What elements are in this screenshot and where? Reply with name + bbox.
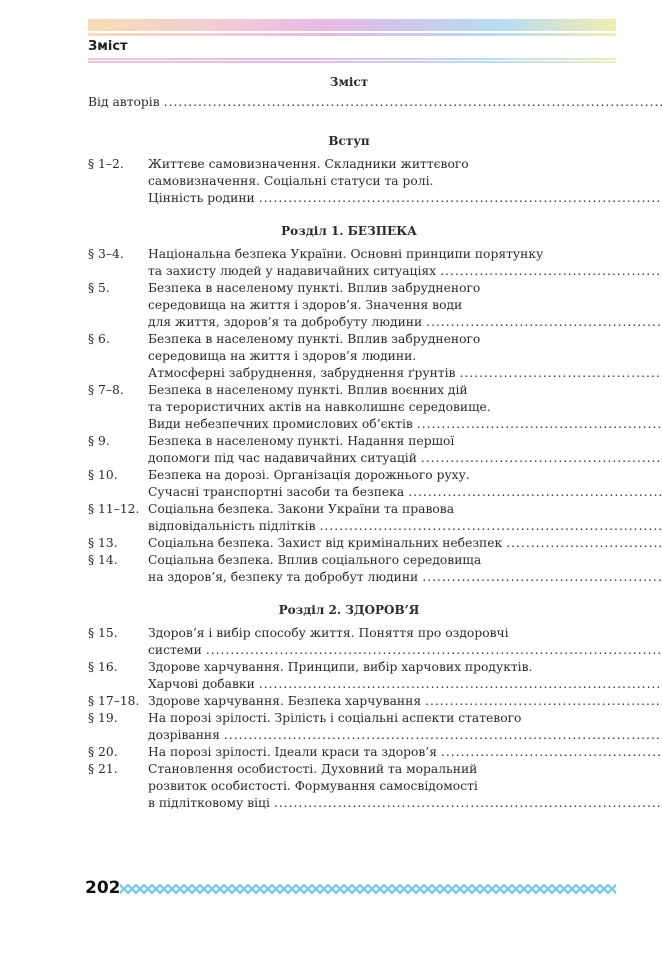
entry-line: На порозі зрілості. Зрілість і соціальні аспекти статевого xyxy=(148,711,522,725)
toc-entry[interactable] xyxy=(88,744,610,761)
section-number: § 16. xyxy=(88,660,118,674)
section-number: § 1–2. xyxy=(88,157,124,171)
entry-text: Види небезпечних промислових об’єктів xyxy=(148,417,413,431)
entry-text: Здорове харчування. Безпека харчування xyxy=(148,694,422,708)
toc-entry[interactable] xyxy=(88,659,610,693)
entry-line: Безпека в населеному пункті. Вплив забрудненого xyxy=(148,332,481,346)
entry-text: Харчові добавки xyxy=(148,677,255,691)
dot-leader xyxy=(259,676,662,693)
dot-leader xyxy=(506,535,662,552)
toc-entry[interactable] xyxy=(88,246,610,280)
section-number: § 17–18. xyxy=(88,694,140,708)
section-number: § 15. xyxy=(88,626,118,640)
dot-leader xyxy=(206,642,662,659)
section-number: § 7–8. xyxy=(88,383,124,397)
toc-entry[interactable] xyxy=(88,761,610,812)
toc-title: Зміст xyxy=(329,75,369,89)
toc-entry[interactable] xyxy=(88,535,610,552)
entry-text: дозрівання xyxy=(148,728,220,742)
toc-entry[interactable] xyxy=(88,433,610,467)
section-number: § 13. xyxy=(88,536,118,550)
entry-line: Соціальна безпека. Закони України та правова xyxy=(148,502,455,516)
dot-leader xyxy=(422,569,662,586)
dot-leader xyxy=(440,263,662,280)
dot-leader xyxy=(425,693,662,710)
section-heading: Вступ xyxy=(328,134,370,148)
section-number: § 11–12. xyxy=(88,502,140,516)
section-number: § 14. xyxy=(88,553,118,567)
dot-leader xyxy=(426,314,662,331)
toc-entry[interactable] xyxy=(88,280,610,331)
dot-leader xyxy=(259,190,662,207)
entry-text: та захисту людей у надавичайних ситуаціях xyxy=(148,264,437,278)
entry-text: в підлітковому віці xyxy=(148,796,270,810)
toc-entry-authors[interactable] xyxy=(88,94,610,111)
toc-entry[interactable] xyxy=(88,693,610,710)
dot-leader xyxy=(417,416,662,433)
running-header-title: Зміст xyxy=(88,39,128,54)
entry-text: допомоги під час надавичайних ситуацій xyxy=(148,451,417,465)
entry-line: Становлення особистості. Духовний та моральний xyxy=(148,762,478,776)
dot-leader xyxy=(320,518,662,535)
section-number: § 19. xyxy=(88,711,118,725)
toc-entry[interactable] xyxy=(88,467,610,501)
footer-ornament xyxy=(120,884,616,894)
dot-leader xyxy=(224,727,662,744)
entry-line: Національна безпека України. Основні принципи порятунку xyxy=(148,247,544,261)
section-number: § 5. xyxy=(88,281,110,295)
dot-leader xyxy=(274,795,662,812)
entry-line: Соціальна безпека. Вплив соціального середовища xyxy=(148,553,482,567)
entry-text: На порозі зрілості. Ідеали краси та здоров’я xyxy=(148,745,437,759)
section-heading: Розділ 1. БЕЗПЕКА xyxy=(281,224,417,238)
entry-line: та терористичних актів на навколишнє середовище. xyxy=(148,400,491,414)
entry-line: Безпека в населеному пункті. Вплив воєнних дій xyxy=(148,383,468,397)
entry-text: відповідальність підлітків xyxy=(148,519,316,533)
entry-text: Сучасні транспортні засоби та безпека xyxy=(148,485,405,499)
entry-line: середовища на життя і здоров’я людини. xyxy=(148,349,417,363)
entry-text: Цінність родини xyxy=(148,191,255,205)
entry-text: Атмосферні забруднення, забруднення ґрунтів xyxy=(148,366,456,380)
page-number: 202 xyxy=(85,878,121,898)
toc-entry[interactable] xyxy=(88,156,610,207)
table-of-contents xyxy=(88,74,610,812)
dot-leader xyxy=(421,450,662,467)
entry-line: середовища на життя і здоров’я. Значення води xyxy=(148,298,463,312)
entry-line: розвиток особистості. Формування самосвідомості xyxy=(148,779,478,793)
entry-line: Здоров’я і вибір способу життя. Поняття про оздоровчі xyxy=(148,626,509,640)
entry-line: Здорове харчування. Принципи, вибір харчових продуктів. xyxy=(148,660,533,674)
entry-line: Безпека в населеному пункті. Надання першої xyxy=(148,434,455,448)
dot-leader xyxy=(459,365,662,382)
toc-entry[interactable] xyxy=(88,501,610,535)
section-number: § 20. xyxy=(88,745,118,759)
entry-line: Безпека в населеному пункті. Вплив забрудненого xyxy=(148,281,481,295)
dot-leader xyxy=(441,744,662,761)
dot-leader xyxy=(408,484,662,501)
dot-leader xyxy=(164,94,662,111)
toc-entry[interactable] xyxy=(88,331,610,382)
section-number: § 6. xyxy=(88,332,110,346)
header-divider xyxy=(88,58,616,63)
toc-entry[interactable] xyxy=(88,382,610,433)
section-number: § 3–4. xyxy=(88,247,124,261)
toc-entry[interactable] xyxy=(88,552,610,586)
section-number: § 21. xyxy=(88,762,118,776)
toc-entry[interactable] xyxy=(88,625,610,659)
toc-entry[interactable] xyxy=(88,710,610,744)
entry-text: на здоров’я, безпеку та добробут людини xyxy=(148,570,419,584)
toc-sections xyxy=(88,133,610,812)
entry-line: самовизначення. Соціальні статуси та ролі. xyxy=(148,174,434,188)
entry-line: Безпека на дорозі. Організація дорожнього руху. xyxy=(148,468,470,482)
entry-text: Соціальна безпека. Захист від кримінальних небезпек xyxy=(148,536,503,550)
entry-line: Життєве самовизначення. Складники життєвого xyxy=(148,157,469,171)
section-heading: Розділ 2. ЗДОРОВ’Я xyxy=(278,603,420,617)
entry-text: Від авторів xyxy=(88,95,160,109)
entry-text: для життя, здоров’я та добробуту людини xyxy=(148,315,423,329)
entry-text: системи xyxy=(148,643,202,657)
section-number: § 10. xyxy=(88,468,118,482)
header-decor-bar xyxy=(88,19,616,36)
section-number: § 9. xyxy=(88,434,110,448)
